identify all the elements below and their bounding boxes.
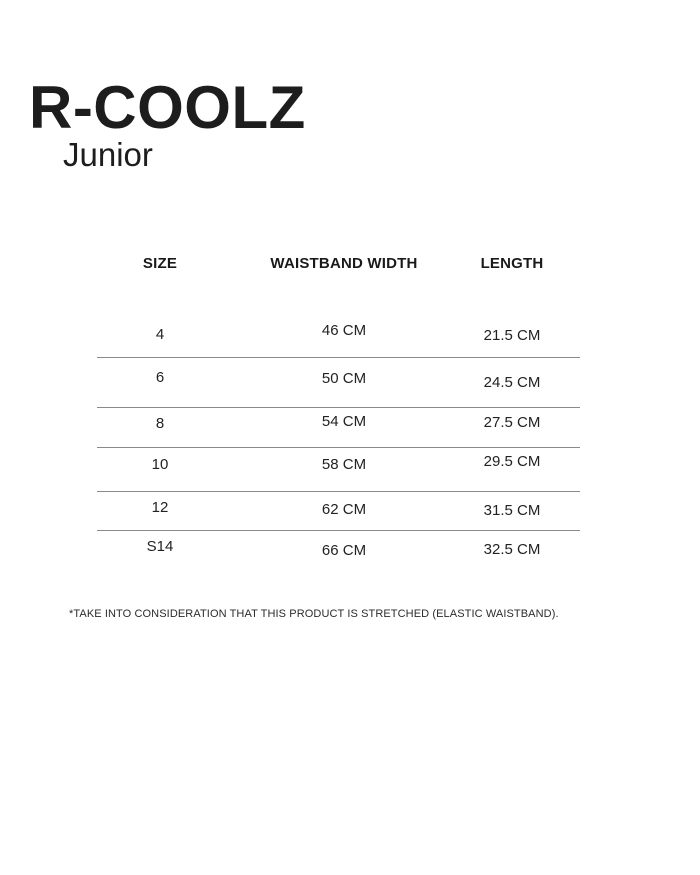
column-header-size: SIZE bbox=[142, 255, 178, 272]
cell-size: 10 bbox=[151, 456, 169, 473]
cell-length: 32.5 CM bbox=[483, 541, 541, 558]
cell-waistband: 62 CM bbox=[321, 501, 367, 518]
cell-size: 6 bbox=[155, 369, 165, 386]
cell-length: 29.5 CM bbox=[483, 453, 541, 470]
cell-length: 24.5 CM bbox=[483, 374, 541, 391]
product-line-subtitle: Junior bbox=[63, 136, 153, 173]
row-divider bbox=[97, 357, 580, 358]
cell-length: 31.5 CM bbox=[483, 502, 541, 519]
cell-length: 27.5 CM bbox=[483, 414, 541, 431]
cell-waistband: 54 CM bbox=[321, 413, 367, 430]
cell-size: 8 bbox=[155, 415, 165, 432]
row-divider bbox=[97, 530, 580, 531]
cell-waistband: 58 CM bbox=[321, 456, 367, 473]
cell-length: 21.5 CM bbox=[483, 327, 541, 344]
cell-size: 12 bbox=[151, 499, 169, 516]
size-table bbox=[97, 240, 580, 580]
footnote: *TAKE INTO CONSIDERATION THAT THIS PRODUCT IS STRETCHED (ELASTIC WAISTBAND). bbox=[69, 608, 559, 620]
row-divider bbox=[97, 447, 580, 448]
row-divider bbox=[97, 491, 580, 492]
cell-size: S14 bbox=[146, 538, 174, 555]
column-header-length: LENGTH bbox=[480, 255, 544, 272]
cell-size: 4 bbox=[155, 326, 165, 343]
cell-waistband: 46 CM bbox=[321, 322, 367, 339]
brand-title: R-COOLZ bbox=[29, 74, 306, 141]
column-header-waistband: WAISTBAND WIDTH bbox=[270, 255, 418, 272]
cell-waistband: 50 CM bbox=[321, 370, 367, 387]
row-divider bbox=[97, 407, 580, 408]
cell-waistband: 66 CM bbox=[321, 542, 367, 559]
